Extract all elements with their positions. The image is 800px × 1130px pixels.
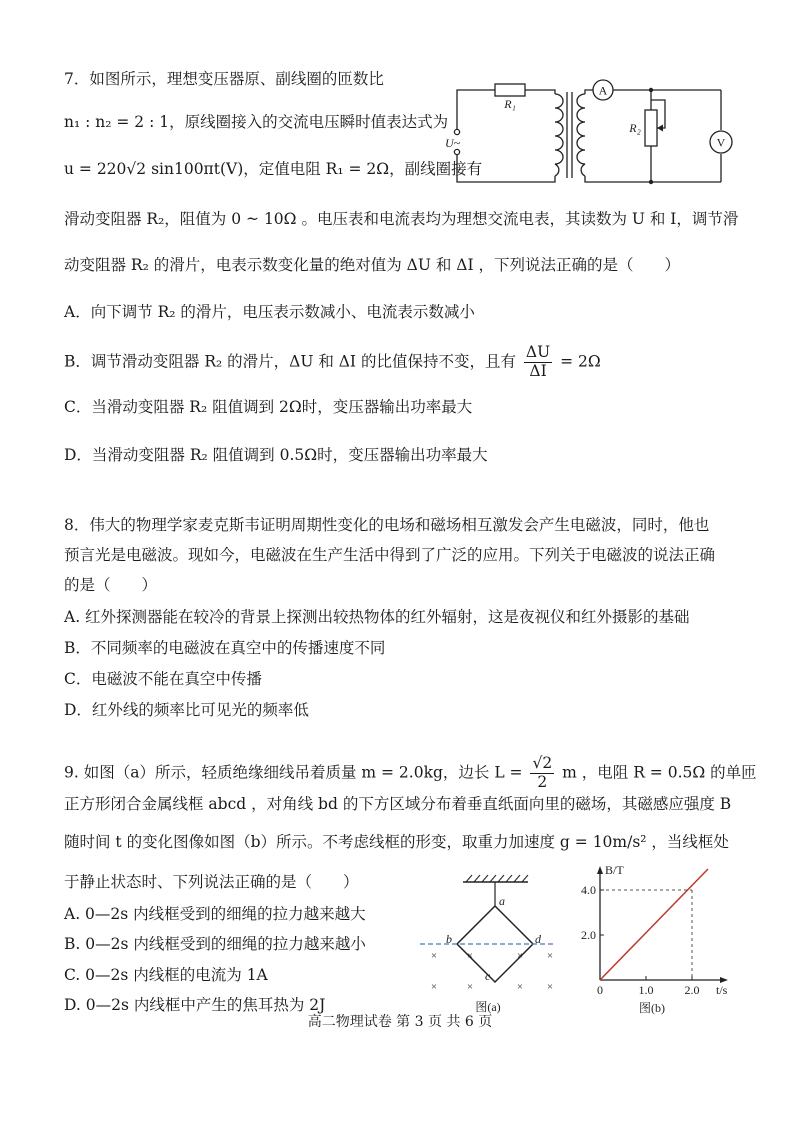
svg-text:U~: U~: [445, 136, 461, 150]
q9-option-a: A. 0—2s 内线框受到的细绳的拉力越来越大: [64, 905, 366, 923]
q8-option-d: D．红外线的频率比可见光的频率低: [64, 701, 309, 719]
svg-text:A: A: [598, 83, 608, 98]
svg-text:×: ×: [466, 981, 474, 993]
svg-text:R₂: R₂: [629, 121, 641, 135]
svg-text:2.0: 2.0: [581, 928, 596, 942]
q9-figure-b: [572, 862, 742, 1022]
q7-fraction-numerator: ΔU: [525, 343, 551, 361]
q8-line-2: 预言光是电磁波。现如今，电磁波在生产生活中得到了广泛的应用。下列关于电磁波的说法正确: [64, 546, 716, 564]
svg-text:×: ×: [430, 950, 438, 962]
q9-line-2: 正方形闭合金属线框 abcd ，对角线 bd 的下方区域分布着垂直纸面向里的磁场，其磁感应强度 B: [64, 795, 732, 813]
svg-text:×: ×: [546, 981, 554, 993]
q7-circuit-diagram: [445, 72, 745, 194]
secondary-coil: [577, 94, 585, 176]
svg-text:1.0: 1.0: [638, 983, 654, 997]
q8-option-a: A. 红外探测器能在较冷的背景上探测出较热物体的红外辐射，这是夜视仪和红外摄影的基础: [64, 608, 690, 626]
q9-option-c: C. 0—2s 内线框的电流为 1A: [64, 966, 268, 984]
q9-line-1-tail: m ，电阻 R = 0.5Ω 的单匝: [562, 763, 757, 782]
svg-text:2.0: 2.0: [684, 983, 700, 997]
q7-fraction-denominator: ΔI: [529, 361, 547, 380]
svg-text:×: ×: [516, 981, 524, 993]
svg-text:×: ×: [430, 981, 438, 993]
q9-line-1: [64, 755, 757, 792]
q9-fraction: [530, 755, 554, 792]
q7-line-1: 7．如图所示，理想变压器原、副线圈的匝数比: [64, 70, 384, 88]
q7-line-2: n₁ : n₂ = 2 : 1，原线圈接入的交流电压瞬时值表达式为: [64, 113, 449, 131]
q7-option-b: [64, 344, 601, 381]
q9-line-4: 于静止状态时、下列说法正确的是（ ）: [64, 873, 359, 891]
resistor-r2: [645, 110, 657, 146]
q7-line-5: 动变阻器 R₂ 的滑片，电表示数变化量的绝对值为 ΔU 和 ΔI ，下列说法正确的是（ ）: [64, 256, 681, 274]
q7-line-3: u = 220√2 sin100πt(V)，定值电阻 R₁ = 2Ω，副线圈接有: [64, 160, 483, 178]
svg-text:图(a): 图(a): [475, 1000, 501, 1014]
svg-text:×: ×: [516, 950, 524, 962]
svg-text:图(b): 图(b): [639, 1001, 665, 1015]
q9-line-1-text: 9. 如图（a）所示，轻质绝缘细线吊着质量 m = 2.0kg，边长 L =: [64, 763, 523, 782]
svg-text:c: c: [485, 969, 491, 983]
q7-option-c: C．当滑动变阻器 R₂ 阻值调到 2Ω时，变压器输出功率最大: [64, 398, 473, 416]
primary-coil: [555, 94, 563, 176]
svg-text:d: d: [535, 932, 541, 946]
q7-line-4: 滑动变阻器 R₂，阻值为 0 ~ 10Ω 。电压表和电流表均为理想交流电表，其读数为 U 和 I，调节滑: [64, 210, 739, 228]
q9-line-3: 随时间 t 的变化图像如图（b）所示。不考虑线框的形变，取重力加速度 g = 10m/s² ，当线框处: [64, 833, 729, 851]
q8-option-b: B．不同频率的电磁波在真空中的传播速度不同: [64, 639, 386, 657]
q9-option-b: B. 0—2s 内线框受到的细绳的拉力越来越小: [64, 935, 366, 953]
svg-text:b: b: [446, 932, 452, 946]
q9-option-d: D. 0—2s 内线框中产生的焦耳热为 2J: [64, 996, 326, 1014]
q8-line-1: 8．伟大的物理学家麦克斯韦证明周期性变化的电场和磁场相互激发会产生电磁波，同时，他也: [64, 516, 710, 534]
q7-option-d: D．当滑动变阻器 R₂ 阻值调到 0.5Ω时，变压器输出功率最大: [64, 446, 488, 464]
svg-text:t/s: t/s: [716, 983, 728, 997]
q9-fraction-numerator: √2: [532, 754, 553, 772]
q7-option-b-fraction: [524, 344, 552, 381]
svg-text:V: V: [716, 135, 726, 150]
svg-text:B/T: B/T: [605, 863, 624, 877]
svg-text:0: 0: [597, 983, 603, 997]
q8-line-3: 的是（ ）: [64, 576, 158, 594]
q9-fraction-denominator: 2: [537, 772, 548, 791]
q8-option-c: C．电磁波不能在真空中传播: [64, 670, 262, 688]
q7-option-b-text: B．调节滑动变阻器 R₂ 的滑片，ΔU 和 ΔI 的比值保持不变，且有: [64, 352, 516, 371]
svg-text:×: ×: [546, 950, 554, 962]
q7-option-b-tail: = 2Ω: [560, 352, 601, 371]
svg-text:R₁: R₁: [504, 97, 516, 111]
q9-figure-a: [418, 870, 558, 1020]
svg-text:×: ×: [466, 950, 474, 962]
svg-text:a: a: [499, 894, 505, 908]
page-footer: 高二物理试卷 第 3 页 共 6 页: [307, 1014, 493, 1030]
resistor-r1: [495, 84, 525, 96]
q7-option-a: A．向下调节 R₂ 的滑片，电压表示数减小、电流表示数减小: [64, 303, 475, 321]
svg-text:4.0: 4.0: [581, 883, 596, 897]
